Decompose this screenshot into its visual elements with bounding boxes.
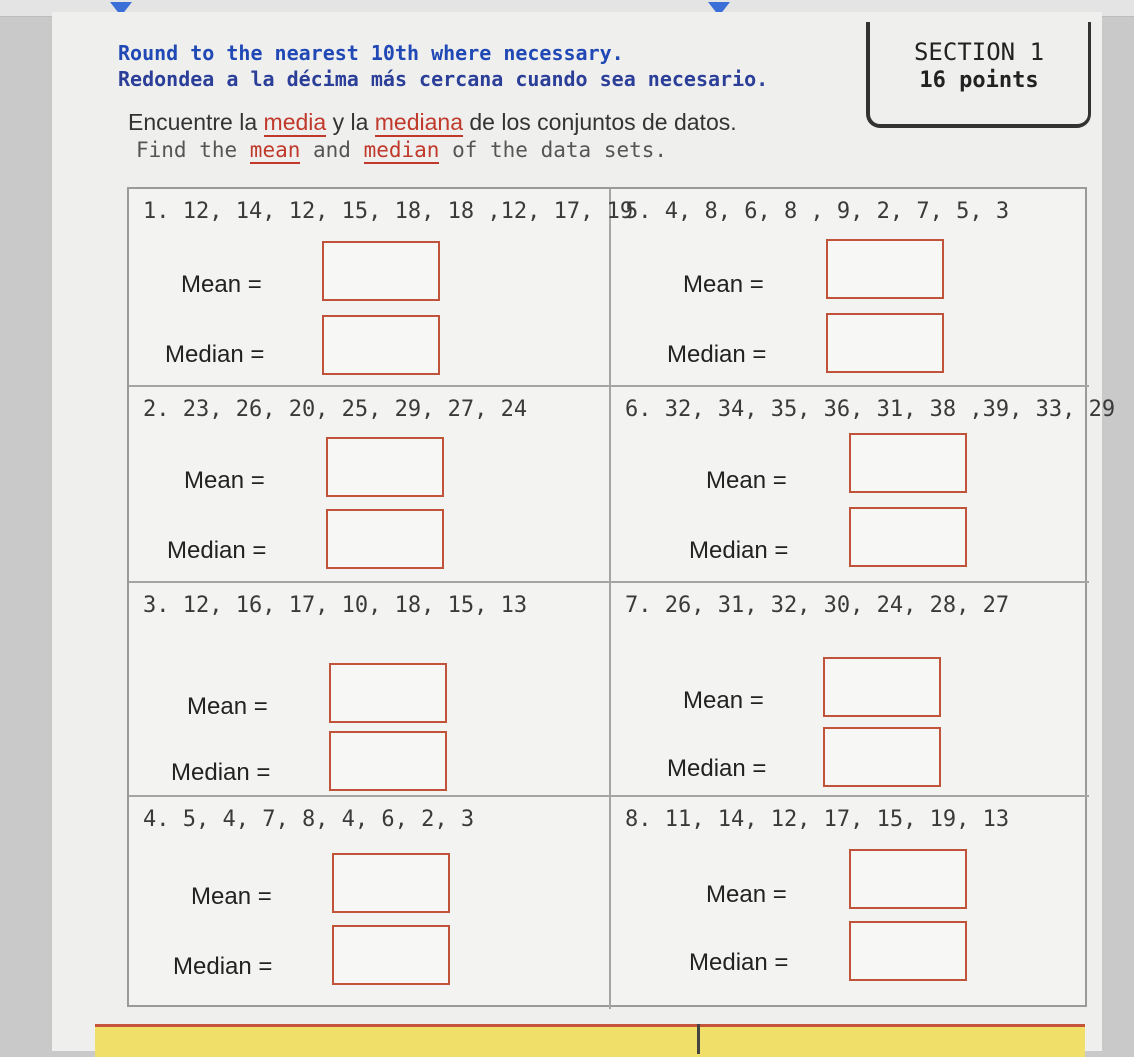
median-label: Median = [689, 949, 789, 976]
task-en-mid: and [300, 138, 364, 162]
task-es-suffix: de los conjuntos de datos. [463, 109, 737, 135]
problem-label: 3. 12, 16, 17, 10, 18, 15, 13 [143, 593, 528, 618]
problem-label: 8. 11, 14, 12, 17, 15, 19, 13 [625, 807, 1010, 832]
mean-answer-box[interactable] [823, 657, 941, 717]
bottom-bar-divider [697, 1024, 700, 1054]
problem-label: 2. 23, 26, 20, 25, 29, 27, 24 [143, 397, 528, 422]
task-en-suffix: of the data sets. [439, 138, 668, 162]
bottom-answer-bar [95, 1024, 1085, 1057]
mean-answer-box[interactable] [322, 241, 440, 301]
mean-label: Mean = [683, 271, 764, 298]
section-points: 16 points [919, 68, 1039, 93]
problem-cell-6 [611, 387, 1116, 583]
mean-label: Mean = [706, 467, 787, 494]
problem-cell-1 [129, 189, 634, 387]
problem-cell-5 [611, 189, 1089, 387]
median-label: Median = [165, 341, 265, 368]
problem-cell-4 [129, 797, 611, 1009]
median-answer-box[interactable] [823, 727, 941, 787]
mean-label: Mean = [683, 687, 764, 714]
problem-cell-2 [129, 387, 611, 583]
mean-label: Mean = [706, 881, 787, 908]
task-es-mid: y la [326, 109, 375, 135]
median-answer-box[interactable] [326, 509, 444, 569]
instruction-spanish: Redondea a la décima más cercana cuando sea necesario. [118, 67, 769, 91]
section-header-box [866, 22, 1091, 128]
task-es-mediana: mediana [374, 109, 463, 135]
problem-label: 5. 4, 8, 6, 8 , 9, 2, 7, 5, 3 [625, 199, 1010, 224]
task-english [136, 136, 737, 164]
mean-label: Mean = [191, 883, 272, 910]
median-answer-box[interactable] [849, 921, 967, 981]
problem-label: 7. 26, 31, 32, 30, 24, 28, 27 [625, 593, 1010, 618]
mean-answer-box[interactable] [326, 437, 444, 497]
mean-answer-box[interactable] [849, 849, 967, 909]
median-label: Median = [167, 537, 267, 564]
problem-cell-3 [129, 583, 611, 797]
problem-label: 6. 32, 34, 35, 36, 31, 38 ,39, 33, 29 [625, 397, 1116, 422]
median-answer-box[interactable] [329, 731, 447, 791]
median-answer-box[interactable] [826, 313, 944, 373]
median-label: Median = [667, 341, 767, 368]
problems-grid [127, 187, 1116, 1007]
problem-cell-7 [611, 583, 1089, 797]
mean-answer-box[interactable] [826, 239, 944, 299]
task-en-median: median [363, 138, 440, 162]
task-es-media: media [263, 109, 327, 135]
task-en-mean: mean [249, 138, 301, 162]
problem-cell-8 [611, 797, 1089, 1009]
mean-answer-box[interactable] [329, 663, 447, 723]
mean-label: Mean = [187, 693, 268, 720]
median-label: Median = [689, 537, 789, 564]
problem-label: 1. 12, 14, 12, 15, 18, 18 ,12, 17, 19 [143, 199, 634, 224]
task-es-prefix: Encuentre la [128, 109, 264, 135]
problem-label: 4. 5, 4, 7, 8, 4, 6, 2, 3 [143, 807, 475, 832]
mean-answer-box[interactable] [849, 433, 967, 493]
median-answer-box[interactable] [322, 315, 440, 375]
mean-label: Mean = [181, 271, 262, 298]
section-title: SECTION 1 [913, 38, 1045, 66]
median-label: Median = [171, 759, 271, 786]
median-answer-box[interactable] [849, 507, 967, 567]
mean-label: Mean = [184, 467, 265, 494]
median-label: Median = [667, 755, 767, 782]
instruction-english: Round to the nearest 10th where necessary. [118, 41, 624, 65]
task-en-prefix: Find the [136, 138, 250, 162]
task-spanish [128, 108, 737, 136]
mean-answer-box[interactable] [332, 853, 450, 913]
rounding-instructions [118, 40, 768, 92]
task-instructions [128, 108, 737, 164]
median-label: Median = [173, 953, 273, 980]
median-answer-box[interactable] [332, 925, 450, 985]
